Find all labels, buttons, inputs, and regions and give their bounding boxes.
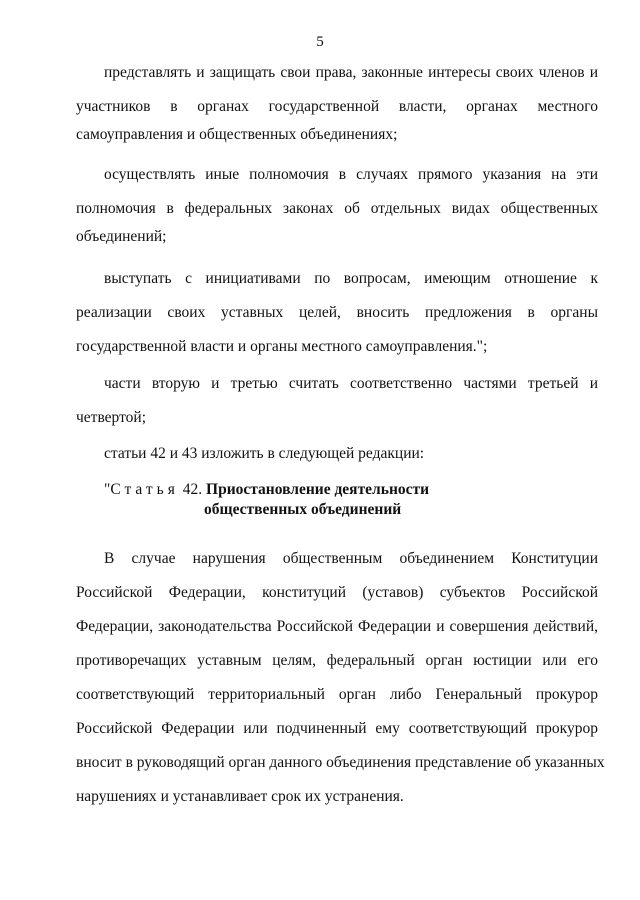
paragraph-initiatives [76,262,598,364]
text-line: участников в органах государственной власти, органах местного [76,98,598,115]
paragraph-parts [76,367,598,435]
text-line: реализации своих уставных целей, вносить предложения в органы [76,304,598,321]
text-line: В случае нарушения общественным объединением Конституции [104,550,598,567]
text-line: выступать с инициативами по вопросам, имеющим отношение к [104,270,598,287]
text-line: осуществлять иные полномочия в случаях прямого указания на эти [104,166,598,183]
text-line: полномочия в федеральных законах об отдельных видах общественных [76,200,598,217]
paragraph-rights [76,56,598,152]
text-line: соответствующий территориальный орган либо Генеральный прокурор [76,686,598,703]
paragraph-suspension [76,542,605,814]
page-number: 5 [316,34,324,50]
text-line: государственной власти и органы местного самоуправления."; [76,338,488,355]
article-number: 42. [182,481,203,498]
article-title-continued: общественных объединений [204,501,402,518]
text-line: нарушениях и устанавливает срок их устранения. [76,788,404,805]
text-line: представлять и защищать свои права, законные интересы своих членов и [104,64,598,81]
article-label: Статья [110,481,179,498]
paragraph-articles [76,437,598,471]
article-quote: " [104,481,111,498]
text-line: статьи 42 и 43 изложить в следующей редакции: [104,445,425,462]
text-line: самоуправления и общественных объединениях; [76,126,398,143]
text-line: вносит в руководящий орган данного объединения представление об указанных [76,754,605,771]
paragraph-powers [76,158,598,254]
text-line: объединений; [76,228,167,245]
text-line: Федерации, законодательства Российской Федерации и совершения действий, [76,618,598,635]
text-line: четвертой; [76,409,147,426]
article-heading [76,480,598,520]
article-title: Приостановление деятельности [206,481,430,498]
text-line: Российской Федерации, конституций (уставов) субъектов Российской [76,584,598,601]
text-line: противоречащих уставным целям, федеральный орган юстиции или его [76,652,598,669]
text-line: Российской Федерации или подчиненный ему соответствующий прокурор [76,720,598,737]
text-line: части вторую и третью считать соответственно частями третьей и [104,375,598,392]
